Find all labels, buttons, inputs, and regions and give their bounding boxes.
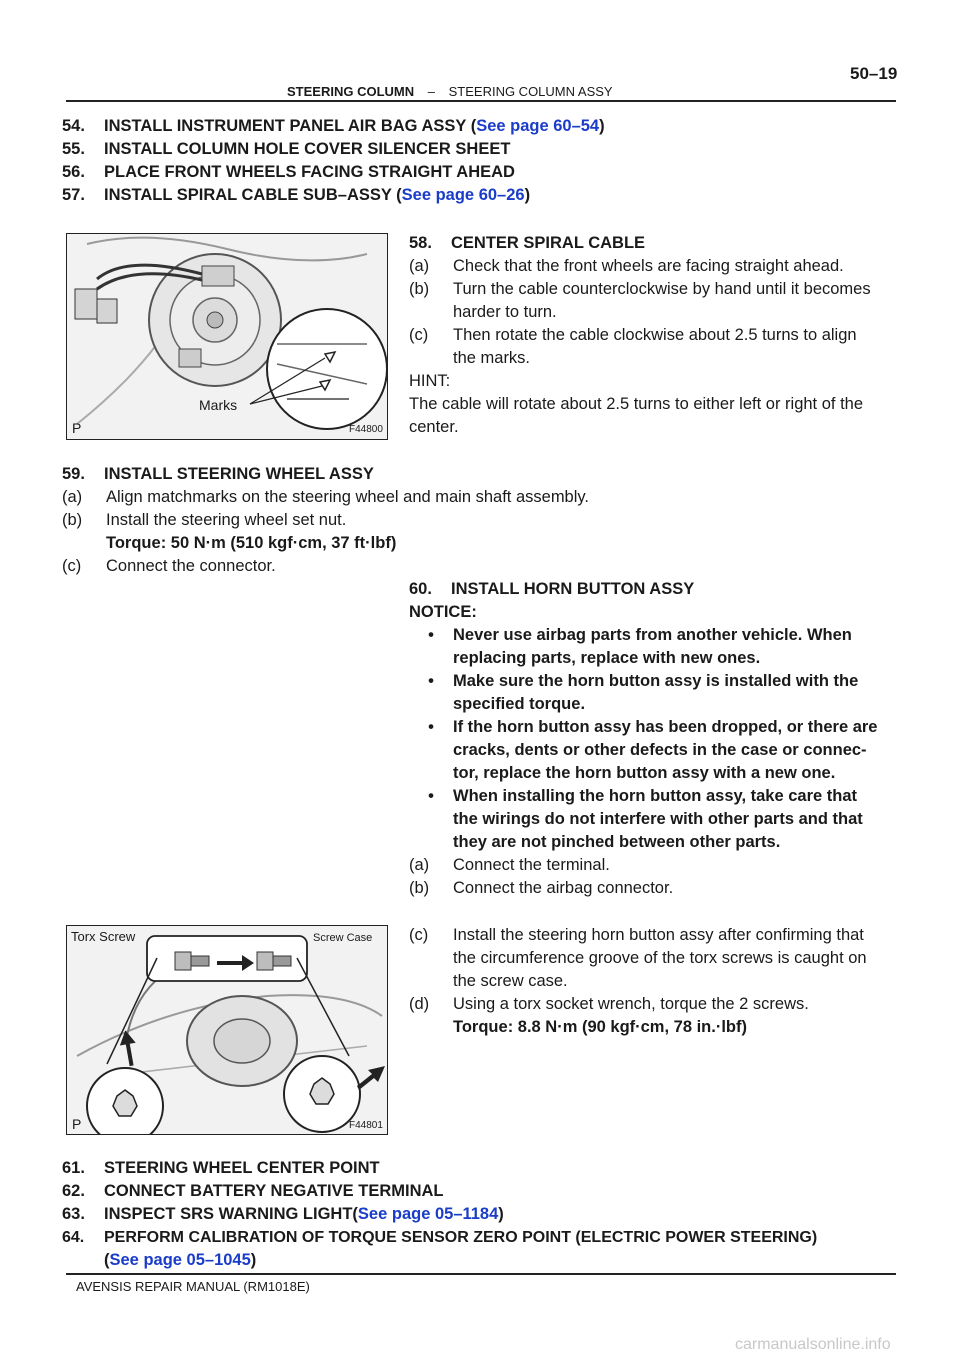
step-60a: (a) Connect the terminal.	[409, 856, 610, 874]
header-separator: –	[427, 84, 435, 99]
figure-horn-button	[66, 925, 388, 1135]
step-55: 55. INSTALL COLUMN HOLE COVER SILENCER SHEET	[62, 140, 511, 158]
page-number: 50–19	[850, 64, 898, 83]
step-61: 61. STEERING WHEEL CENTER POINT	[62, 1159, 380, 1177]
screw-case-label: Screw Case	[313, 932, 373, 944]
figure-spiral-cable	[66, 233, 388, 440]
step-60b: (b) Connect the airbag connector.	[409, 879, 674, 897]
footer-rule	[66, 1273, 896, 1275]
hint-line1: The cable will rotate about 2.5 turns to either left or right of the	[409, 395, 863, 413]
torx-screw-label: Torx Screw	[71, 929, 136, 944]
notice-3-cont1: cracks, dents or other defects in the case or connec-	[453, 741, 867, 759]
figure2-p-label: P	[72, 1116, 82, 1132]
notice-1-cont: replacing parts, replace with new ones.	[453, 649, 761, 667]
step-59b: (b) Install the steering wheel set nut.	[62, 511, 347, 529]
notice-3-cont2: tor, replace the horn button assy with a new one.	[453, 764, 836, 782]
notice-4-cont2: they are not pinched between other parts.	[453, 833, 781, 851]
footer-manual: AVENSIS REPAIR MANUAL (RM1018E)	[76, 1279, 310, 1294]
step-58a: (a) Check that the front wheels are facing straight ahead.	[409, 257, 844, 275]
figure2-code: F44801	[349, 1120, 383, 1131]
step-63: 63. INSPECT SRS WARNING LIGHT(See page 05–1184)	[62, 1205, 504, 1223]
step-58c-cont: the marks.	[453, 349, 531, 367]
header-rule	[66, 100, 896, 102]
step-59c: (c) Connect the connector.	[62, 557, 276, 575]
notice-label: NOTICE:	[409, 603, 477, 621]
horn-button-illustration	[67, 926, 387, 1134]
link-see-page-05-1184[interactable]: See page 05–1184	[357, 1205, 499, 1223]
watermark: carmanualsonline.info	[735, 1336, 891, 1353]
notice-4: • When installing the horn button assy, take care that	[428, 787, 858, 805]
header-section: STEERING COLUMN	[287, 84, 415, 99]
figure1-code: F44800	[349, 424, 383, 435]
step-59-torque: Torque: 50 N·m (510 kgf·cm, 37 ft·lbf)	[106, 534, 397, 552]
figure1-p-label: P	[72, 420, 82, 436]
step-60-title: 60. INSTALL HORN BUTTON ASSY	[409, 580, 695, 598]
link-see-page-05-1045[interactable]: See page 05–1045	[109, 1251, 251, 1269]
step-57: 57. INSTALL SPIRAL CABLE SUB–ASSY (See page 60–26)	[62, 186, 531, 204]
step-56: 56. PLACE FRONT WHEELS FACING STRAIGHT AHEAD	[62, 163, 515, 181]
notice-2: • Make sure the horn button assy is installed with the	[428, 672, 859, 690]
header-subsection: STEERING COLUMN ASSY	[448, 84, 613, 99]
hint-line2: center.	[409, 418, 459, 436]
step-58b: (b) Turn the cable counterclockwise by hand until it becomes	[409, 280, 871, 298]
step-58b-cont: harder to turn.	[453, 303, 557, 321]
step-59-title: 59. INSTALL STEERING WHEEL ASSY	[62, 465, 374, 483]
step-60-torque: Torque: 8.8 N·m (90 kgf·cm, 78 in.·lbf)	[453, 1018, 747, 1036]
step-60c: (c) Install the steering horn button assy after confirming that	[409, 926, 864, 944]
step-58-title: 58. CENTER SPIRAL CABLE	[409, 234, 646, 252]
notice-3: • If the horn button assy has been dropped, or there are	[428, 718, 878, 736]
step-59a: (a) Align matchmarks on the steering wheel and main shaft assembly.	[62, 488, 590, 506]
step-60c-cont1: the circumference groove of the torx screws is caught on	[453, 949, 867, 967]
notice-2-cont: specified torque.	[453, 695, 586, 713]
step-58c: (c) Then rotate the cable clockwise about 2.5 turns to align	[409, 326, 857, 344]
notice-1: • Never use airbag parts from another vehicle. When	[428, 626, 852, 644]
step-64: 64. PERFORM CALIBRATION OF TORQUE SENSOR ZERO POINT (ELECTRIC POWER STEERING)	[62, 1229, 818, 1246]
step-60d: (d) Using a torx socket wrench, torque the 2 screws.	[409, 995, 809, 1013]
step-60c-cont2: the screw case.	[453, 972, 568, 990]
running-header	[287, 84, 613, 99]
hint-label: HINT:	[409, 372, 451, 390]
link-see-page-60-26[interactable]: See page 60–26	[401, 186, 525, 204]
step-64-cont: (See page 05–1045)	[104, 1251, 257, 1269]
link-see-page-60-54[interactable]: See page 60–54	[476, 117, 600, 135]
notice-4-cont1: the wirings do not interfere with other parts and that	[453, 810, 863, 828]
step-62: 62. CONNECT BATTERY NEGATIVE TERMINAL	[62, 1182, 444, 1200]
marks-label: Marks	[199, 397, 238, 413]
step-54: 54. INSTALL INSTRUMENT PANEL AIR BAG ASSY (See page 60–54)	[62, 117, 605, 135]
